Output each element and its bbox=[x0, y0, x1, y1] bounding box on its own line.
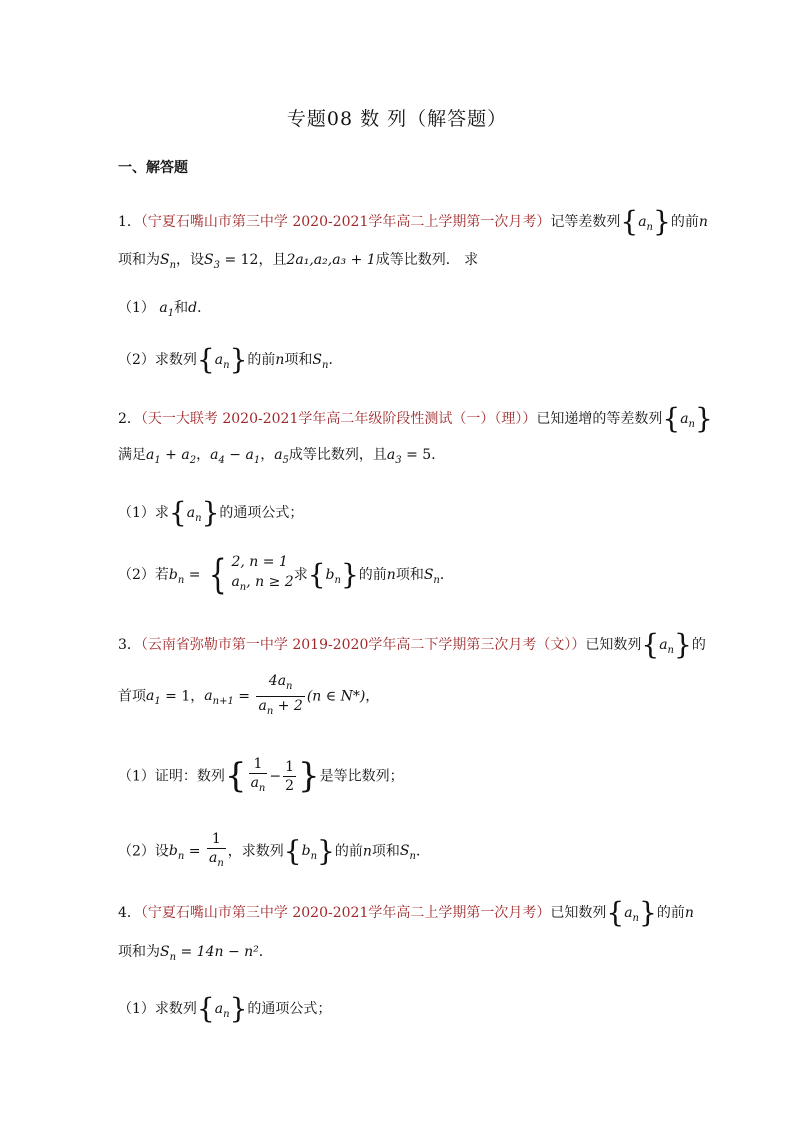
problem-1-line-1: 1．（宁夏石嘴山市第三中学 2020-2021学年高二上学期第一次月考）记等差数列$\{a_n\}$的前n bbox=[118, 205, 708, 238]
problem-source: （云南省弥勒市第一中学 2019-2020学年高二下学期第三次月考（文）） bbox=[140, 637, 586, 653]
problem-number: 2． bbox=[118, 411, 141, 427]
problem-3-part-1: （1）证明：数列{ $\frac{1}{a_n}$ − $\frac{1}{2}$ }是等比数列； bbox=[118, 756, 404, 797]
problem-1-part-1: （1） $a_1$和d． bbox=[118, 300, 212, 319]
problem-2-line-1: 2．（天一大联考 2020-2021学年高二年级阶段性测试（一）（理））已知递增的等差数列$\{a_n\}$ bbox=[118, 402, 713, 435]
problem-number: 3． bbox=[118, 637, 141, 653]
problem-3-line-2: 首项$a_1 = 1$，$a_{n+1}$ = $\frac{4a_n}{a_n + 2}$ (n ∈ N*)， bbox=[118, 673, 380, 717]
problem-2-line-2: 满足$a_1 + a_2$，$a_4 - a_1$，$a_5$成等比数列，且$a_3 = 5$． bbox=[118, 447, 446, 466]
problem-2-part-2: （2）若$b_n$ = { 2, n = 1 $a_n$, n ≥ 2求$\{b_n\}$的前n项和$S_n$． bbox=[118, 551, 454, 598]
problem-source: （宁夏石嘴山市第三中学 2020-2021学年高二上学期第一次月考） bbox=[140, 214, 551, 230]
problem-source: （宁夏石嘴山市第三中学 2020-2021学年高二上学期第一次月考） bbox=[140, 905, 551, 921]
problem-1-line-2: 项和为$S_n$，设$S_3 = 12$，且2a₁,a₂,a₃ + 1成等比数列． 求 bbox=[118, 252, 479, 271]
problem-number: 4． bbox=[118, 905, 141, 921]
problem-1-part-2: （2）求数列$\{a_n\}$的前n项和$S_n$． bbox=[118, 343, 343, 376]
problem-number: 1． bbox=[118, 214, 141, 230]
problem-4-line-1: 4．（宁夏石嘴山市第三中学 2020-2021学年高二上学期第一次月考）已知数列$\{a_n\}$的前n bbox=[118, 896, 694, 929]
problem-4-line-2: 项和为$S_n = 14n - n^2$． bbox=[118, 944, 273, 963]
problem-4-part-1: （1）求数列$\{a_n\}$的通项公式； bbox=[118, 992, 332, 1025]
problem-3-part-2: （2）设$b_n$ = $\frac{1}{a_n}$ ，求数列$\{b_n\}$的前n项和$S_n$． bbox=[118, 831, 430, 869]
problem-source: （天一大联考 2020-2021学年高二年级阶段性测试（一）（理）） bbox=[140, 411, 537, 427]
section-heading: 一、解答题 bbox=[118, 160, 188, 176]
page-title: 专题08 数 列（解答题） bbox=[286, 108, 508, 130]
problem-3-line-1: 3．（云南省弥勒市第一中学 2019-2020学年高二下学期第三次月考（文））已知数列$\{a_n\}$的 bbox=[118, 628, 706, 661]
problem-2-part-1: （1）求$\{a_n\}$的通项公式； bbox=[118, 496, 304, 529]
